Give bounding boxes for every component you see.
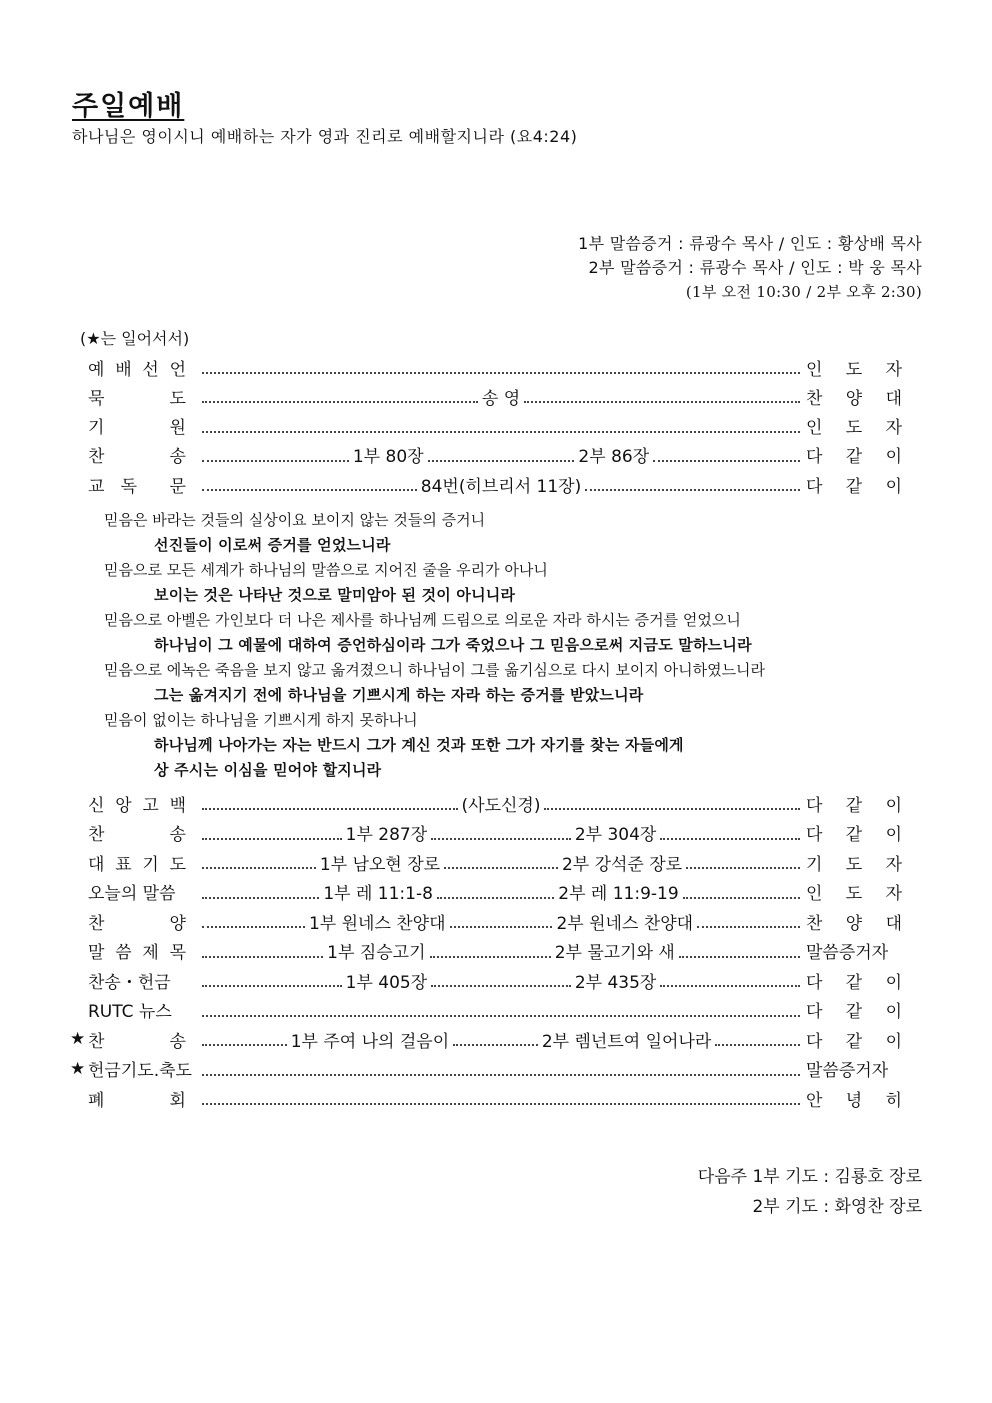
detail-part-2: 송 영	[481, 388, 521, 409]
item-leader	[806, 850, 902, 875]
order-bottom-row	[70, 850, 902, 874]
leader-dots	[202, 1103, 800, 1105]
item-label	[88, 472, 186, 497]
leader-char: 녕	[845, 1090, 863, 1111]
item-leader	[806, 384, 902, 409]
leader-char: 도	[845, 884, 863, 904]
leader-char: 말씀증거자	[806, 1061, 889, 1081]
label-char: 찬	[88, 447, 105, 468]
responsive-reading	[104, 508, 924, 783]
order-top-row	[70, 355, 902, 379]
detail-part-2: 84번(히브리서 11장)	[420, 476, 582, 497]
order-bottom-row	[70, 880, 902, 904]
item-detail	[198, 425, 804, 427]
order-bottom-row	[70, 791, 902, 815]
leader-dots	[679, 956, 800, 958]
item-label	[88, 791, 186, 816]
leader-char: 같	[845, 825, 863, 845]
leader-char: 자	[885, 359, 902, 380]
label-char: 도	[169, 854, 186, 875]
detail-part-1: 1부 80장	[352, 447, 424, 468]
scripture-verse: 하나님은 영이시니 예배하는 자가 영과 진리로 예배할지니라 (요4:24)	[72, 127, 578, 146]
item-label	[88, 413, 186, 438]
item-detail	[198, 472, 804, 497]
leader-char: 양	[845, 388, 863, 409]
next-week-prayer	[698, 1162, 922, 1222]
label-char: 송	[169, 1031, 186, 1052]
leader-dots	[431, 838, 571, 840]
leader-char: 같	[845, 447, 863, 468]
detail-part-1: 1부 287장	[345, 825, 428, 845]
detail-part-1: 1부 405장	[345, 972, 428, 993]
reading-lead: 믿음이 없이는 하나님을 기쁘시게 하지 못하나니	[104, 711, 418, 729]
item-leader	[806, 879, 902, 904]
leader-char: 대	[885, 388, 902, 409]
label-char: 백	[169, 795, 186, 816]
detail-part-1: 1부 원네스 찬양대	[308, 913, 446, 934]
item-label	[88, 820, 186, 845]
item-label	[88, 938, 186, 963]
detail-part-1: 1부 남오현 장로	[319, 854, 441, 875]
item-leader	[806, 355, 902, 380]
reading-lead: 믿음으로 아벨은 가인보다 더 나은 제사를 하나님께 드림으로 의로운 자라 하시는 증거를 얻었으니	[104, 611, 741, 629]
leader-dots	[431, 985, 571, 987]
leader-char: 양	[845, 913, 863, 934]
leader-dots	[444, 867, 558, 869]
leader-dots	[202, 1044, 287, 1046]
label-char: 목	[169, 943, 186, 963]
item-detail	[198, 1009, 804, 1011]
leader-dots	[202, 489, 417, 491]
label-char: 묵	[88, 388, 105, 409]
leader-dots	[697, 926, 800, 928]
label-char: 언	[169, 359, 186, 380]
reading-resp: 하나님이 그 예물에 대하여 증언하심이라 그가 죽었으나 그 믿음으로써 지금도 말하느니라	[154, 636, 752, 654]
label-char: 제	[142, 943, 159, 963]
service-info-line-1: 1부 말씀증거 : 류광수 목사 / 인도 : 황상배 목사	[578, 234, 922, 253]
item-detail	[198, 442, 804, 467]
reading-resp: 하나님께 나아가는 자는 반드시 그가 계신 것과 또한 그가 자기를 찾는 자들에게	[154, 736, 684, 754]
item-leader	[806, 820, 902, 845]
service-info	[578, 232, 922, 304]
label-char: 폐	[88, 1090, 105, 1111]
leader-char: 다	[806, 447, 823, 468]
label-char: 표	[115, 854, 132, 875]
leader-char: 이	[885, 476, 902, 497]
item-label: RUTC 뉴스	[88, 1002, 172, 1022]
item-detail	[198, 850, 804, 875]
service-time: (1부 오전 10:30 / 2부 오후 2:30)	[685, 283, 922, 301]
order-bottom-row	[70, 1086, 902, 1110]
leader-dots	[660, 985, 800, 987]
detail-part-2: 2부 물고기와 새	[554, 943, 675, 963]
item-label	[88, 1027, 186, 1052]
label-char: 독	[120, 476, 138, 497]
leader-char: 대	[885, 913, 902, 934]
order-bottom-row	[70, 1027, 902, 1051]
order-bottom-row	[70, 1057, 902, 1081]
item-label	[88, 1086, 186, 1111]
label-char: 기	[88, 418, 105, 439]
item-label	[88, 384, 186, 409]
leader-char: 같	[845, 476, 863, 497]
item-leader	[806, 1027, 902, 1052]
item-detail	[198, 968, 804, 993]
item-label	[88, 355, 186, 380]
detail-part-2: 2부 86장	[578, 447, 650, 468]
detail-part-2: 2부 304장	[574, 825, 657, 845]
item-label	[88, 442, 186, 467]
item-label: 찬송・헌금	[88, 972, 171, 993]
leader-char: 안	[806, 1090, 823, 1111]
order-top-row	[70, 472, 902, 496]
item-label: 헌금기도.축도	[88, 1061, 192, 1081]
leader-char: 다	[806, 972, 823, 993]
leader-char: 이	[885, 447, 902, 468]
label-char: 고	[142, 795, 159, 816]
item-leader	[806, 938, 902, 963]
leader-char: 인	[806, 884, 823, 904]
detail-part-2: 2부 원네스 찬양대	[556, 913, 694, 934]
item-leader	[806, 909, 902, 934]
detail-part-1: 1부 주여 나의 걸음이	[290, 1031, 450, 1052]
label-char: 양	[169, 913, 186, 934]
leader-char: 이	[885, 1002, 902, 1022]
page-title: 주일예배	[72, 91, 185, 122]
item-label: 오늘의 말씀	[88, 884, 176, 904]
standing-star: ★	[70, 1029, 86, 1049]
order-bottom-row	[70, 968, 902, 992]
leader-char: 자	[885, 418, 902, 439]
standing-star: ★	[70, 1058, 86, 1079]
item-label	[88, 909, 186, 934]
leader-dots	[524, 401, 800, 403]
leader-char: 찬	[806, 913, 823, 934]
leader-dots	[660, 838, 800, 840]
leader-char: 인	[806, 359, 823, 380]
label-char: 예	[88, 359, 105, 380]
leader-dots	[715, 1044, 800, 1046]
leader-dots	[437, 897, 554, 899]
item-leader	[806, 1086, 902, 1111]
service-info-line-2: 2부 말씀증거 : 류광수 목사 / 인도 : 박 웅 목사	[588, 258, 922, 277]
detail-part-1: 1부 짐승고기	[327, 943, 426, 963]
leader-dots	[202, 985, 342, 987]
leader-char: 인	[806, 418, 823, 439]
label-char: 앙	[115, 795, 132, 816]
leader-dots	[202, 808, 458, 810]
leader-dots	[202, 897, 319, 899]
leader-dots	[430, 956, 551, 958]
label-char: 신	[88, 795, 105, 816]
leader-dots	[202, 372, 800, 374]
leader-char: 다	[806, 825, 823, 845]
leader-dots	[585, 489, 800, 491]
label-char: 씀	[115, 943, 132, 963]
item-leader	[806, 968, 902, 993]
label-char: 문	[169, 476, 186, 497]
item-detail	[198, 366, 804, 368]
reading-resp: 보이는 것은 나타난 것으로 말미암아 된 것이 아니니라	[154, 586, 516, 604]
leader-dots	[450, 926, 553, 928]
item-detail	[198, 1027, 804, 1052]
leader-dots	[202, 460, 349, 462]
leader-char: 다	[806, 1002, 823, 1022]
leader-dots	[428, 460, 575, 462]
leader-char: 다	[806, 1031, 823, 1052]
order-top-row	[70, 443, 902, 467]
leader-char: 같	[845, 1031, 863, 1052]
leader-dots	[544, 808, 800, 810]
leader-dots	[202, 1015, 800, 1017]
leader-char: 자	[885, 884, 902, 904]
label-char: 기	[142, 854, 159, 875]
label-char: 도	[169, 388, 186, 409]
label-char: 배	[115, 359, 132, 380]
order-bottom-row	[70, 998, 902, 1022]
leader-char: 도	[845, 854, 863, 875]
item-detail	[198, 879, 804, 904]
item-label	[88, 850, 186, 875]
item-leader	[806, 472, 902, 497]
leader-char: 도	[845, 418, 863, 439]
item-leader	[806, 791, 902, 816]
item-leader	[806, 1056, 902, 1081]
leader-char: 다	[806, 795, 823, 816]
detail-part-2: 2부 435장	[574, 972, 657, 993]
detail-part-2: 2부 레 11:9-19	[558, 884, 679, 904]
label-char: 찬	[88, 825, 105, 845]
label-char: 송	[169, 825, 186, 845]
leader-char: 이	[885, 825, 902, 845]
reading-lead: 믿음으로 모든 세계가 하나님의 말씀으로 지어진 줄을 우리가 아나니	[104, 561, 548, 579]
item-detail	[198, 938, 804, 963]
detail-part-1: 1부 레 11:1-8	[323, 884, 433, 904]
leader-dots	[653, 460, 800, 462]
order-bottom-row	[70, 909, 902, 933]
leader-dots	[202, 956, 323, 958]
detail-part-2: 2부 렘넌트여 일어나라	[541, 1031, 712, 1052]
item-detail	[198, 909, 804, 934]
label-char: 원	[169, 418, 186, 439]
leader-char: 찬	[806, 388, 823, 409]
leader-char: 이	[885, 795, 902, 816]
reading-resp: 상 주시는 이심을 믿어야 할지니라	[154, 761, 382, 779]
label-char: 선	[142, 359, 159, 380]
leader-char: 같	[845, 972, 863, 993]
leader-char: 도	[845, 359, 863, 380]
leader-dots	[686, 867, 800, 869]
order-top-row	[70, 414, 902, 438]
leader-char: 기	[806, 854, 823, 875]
item-detail	[198, 1097, 804, 1099]
detail-part-2: (사도신경)	[461, 795, 541, 816]
standing-note: (★는 일어서서)	[80, 329, 190, 348]
reading-lead: 믿음으로 에녹은 죽음을 보지 않고 옮겨졌으니 하나님이 그를 옮기심으로 다시 보이지 아니하였느니라	[104, 661, 766, 679]
leader-char: 같	[845, 1002, 863, 1022]
leader-char: 자	[885, 854, 902, 875]
leader-char: 히	[885, 1090, 902, 1111]
leader-dots	[453, 1044, 538, 1046]
item-leader	[806, 442, 902, 467]
item-detail	[198, 384, 804, 409]
leader-dots	[202, 401, 478, 403]
leader-dots	[202, 926, 305, 928]
label-char: 찬	[88, 913, 105, 934]
reading-lead: 믿음은 바라는 것들의 실상이요 보이지 않는 것들의 증거니	[104, 511, 486, 529]
leader-dots	[202, 838, 342, 840]
label-char: 말	[88, 943, 105, 963]
label-char: 교	[88, 476, 105, 497]
leader-dots	[202, 1074, 800, 1076]
item-leader	[806, 997, 902, 1022]
order-bottom-row	[70, 939, 902, 963]
label-char: 찬	[88, 1031, 105, 1052]
reading-resp: 선진들이 이로써 증거를 얻었느니라	[154, 536, 391, 554]
leader-char: 이	[885, 1031, 902, 1052]
leader-char: 말씀증거자	[806, 943, 889, 963]
label-char: 회	[169, 1090, 186, 1111]
reading-resp: 그는 옮겨지기 전에 하나님을 기쁘시게 하는 자라 하는 증거를 받았느니라	[154, 686, 644, 704]
leader-char: 이	[885, 972, 902, 993]
leader-dots	[202, 867, 316, 869]
next-week-prayer-1: 다음주 1부 기도 : 김룡호 장로	[697, 1167, 922, 1187]
leader-char: 같	[845, 795, 863, 816]
next-week-prayer-2: 2부 기도 : 화영찬 장로	[752, 1197, 922, 1217]
leader-dots	[202, 431, 800, 433]
detail-part-2: 2부 강석준 장로	[561, 854, 683, 875]
leader-dots	[683, 897, 800, 899]
item-detail	[198, 791, 804, 816]
item-detail	[198, 1068, 804, 1070]
order-bottom-row	[70, 821, 902, 845]
label-char: 대	[88, 854, 105, 875]
item-leader	[806, 413, 902, 438]
leader-char: 다	[806, 476, 823, 497]
order-top-row	[70, 384, 902, 408]
item-detail	[198, 820, 804, 845]
label-char: 송	[169, 447, 186, 468]
